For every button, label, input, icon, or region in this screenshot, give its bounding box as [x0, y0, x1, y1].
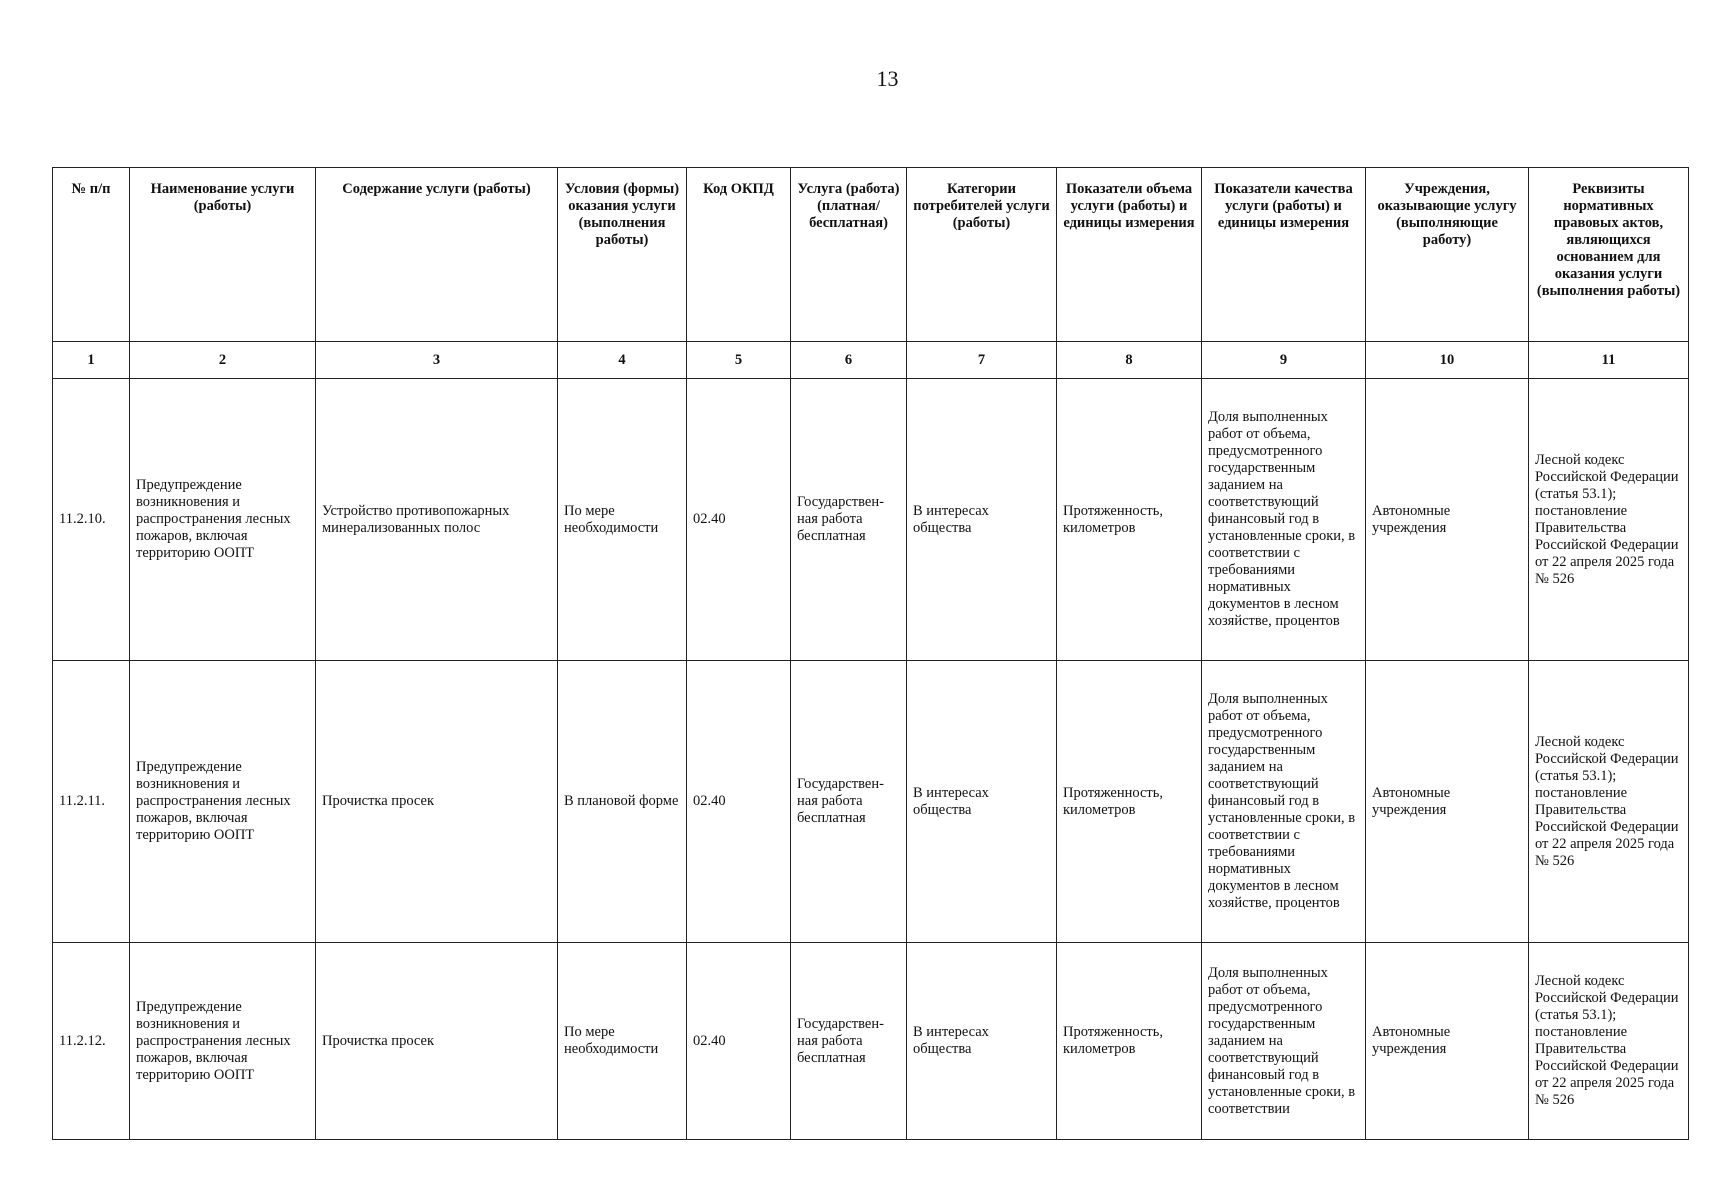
consumer-category: В интересах общества [907, 661, 1057, 943]
service-content: Прочистка просек [316, 661, 558, 943]
row-number: 11.2.10. [53, 379, 130, 661]
consumer-category: В интересах общества [907, 943, 1057, 1140]
row-number: 11.2.12. [53, 943, 130, 1140]
table-row [53, 661, 1689, 943]
column-number: 7 [907, 342, 1057, 379]
table-row [53, 379, 1689, 661]
header-cell-quality: Показатели качества услуги (работы) и единицы измерения [1202, 168, 1366, 342]
column-number: 1 [53, 342, 130, 379]
service-paid: Государствен-ная работа бесплатная [791, 379, 907, 661]
institutions: Автономные учреждения [1366, 661, 1529, 943]
legal-acts: Лесной кодекс Российской Федерации (статья 53.1); постановление Правительства Российской Федерации от 22 апреля 2025 года № 526 [1529, 943, 1689, 1140]
service-conditions: В плановой форме [558, 661, 687, 943]
legal-acts: Лесной кодекс Российской Федерации (статья 53.1); постановление Правительства Российской Федерации от 22 апреля 2025 года № 526 [1529, 661, 1689, 943]
column-number: 11 [1529, 342, 1689, 379]
column-number: 10 [1366, 342, 1529, 379]
volume-indicator: Протяженность, километров [1057, 379, 1202, 661]
okpd-code: 02.40 [687, 379, 791, 661]
okpd-code: 02.40 [687, 661, 791, 943]
column-number: 3 [316, 342, 558, 379]
column-numbers-row [53, 342, 1689, 379]
header-cell-consumers: Категории потребителей услуги (работы) [907, 168, 1057, 342]
service-name: Предупреждение возникновения и распространения лесных пожаров, включая территорию ООПТ [130, 379, 316, 661]
service-name: Предупреждение возникновения и распространения лесных пожаров, включая территорию ООПТ [130, 661, 316, 943]
service-content: Устройство противопожарных минерализованных полос [316, 379, 558, 661]
header-cell-content: Содержание услуги (работы) [316, 168, 558, 342]
service-conditions: По мере необходимости [558, 379, 687, 661]
header-cell-volume: Показатели объема услуги (работы) и единицы измерения [1057, 168, 1202, 342]
column-number: 2 [130, 342, 316, 379]
column-number: 5 [687, 342, 791, 379]
volume-indicator: Протяженность, километров [1057, 943, 1202, 1140]
service-name: Предупреждение возникновения и распространения лесных пожаров, включая территорию ООПТ [130, 943, 316, 1140]
consumer-category: В интересах общества [907, 379, 1057, 661]
header-cell-conditions: Условия (формы) оказания услуги (выполнения работы) [558, 168, 687, 342]
quality-indicator: Доля выполненных работ от объема, предусмотренного государственным заданием на соответствующий финансовый год в установленные сроки, в соответствии с требованиями нормативных документов в лесном хозяйстве, процентов [1202, 661, 1366, 943]
table-row [53, 943, 1689, 1140]
quality-indicator: Доля выполненных работ от объема, предусмотренного государственным заданием на соответствующий финансовый год в установленные сроки, в соответствии [1202, 943, 1366, 1140]
quality-indicator: Доля выполненных работ от объема, предусмотренного государственным заданием на соответствующий финансовый год в установленные сроки, в соответствии с требованиями нормативных документов в лесном хозяйстве, процентов [1202, 379, 1366, 661]
column-number: 6 [791, 342, 907, 379]
services-table [52, 167, 1689, 1140]
header-cell-number: № п/п [53, 168, 130, 342]
volume-indicator: Протяженность, километров [1057, 661, 1202, 943]
institutions: Автономные учреждения [1366, 943, 1529, 1140]
legal-acts: Лесной кодекс Российской Федерации (статья 53.1); постановление Правительства Российской Федерации от 22 апреля 2025 года № 526 [1529, 379, 1689, 661]
header-cell-okpd: Код ОКПД [687, 168, 791, 342]
header-row [53, 168, 1689, 342]
column-number: 9 [1202, 342, 1366, 379]
header-cell-name: Наименование услуги (работы) [130, 168, 316, 342]
service-content: Прочистка просек [316, 943, 558, 1140]
header-cell-institutions: Учреждения, оказывающие услугу (выполняющие работу) [1366, 168, 1529, 342]
column-number: 4 [558, 342, 687, 379]
row-number: 11.2.11. [53, 661, 130, 943]
header-cell-legal: Реквизиты нормативных правовых актов, являющихся основанием для оказания услуги (выполнения работы) [1529, 168, 1689, 342]
column-number: 8 [1057, 342, 1202, 379]
header-cell-paid: Услуга (работа) (платная/ бесплатная) [791, 168, 907, 342]
institutions: Автономные учреждения [1366, 379, 1529, 661]
service-paid: Государствен-ная работа бесплатная [791, 661, 907, 943]
page-number: 13 [876, 66, 899, 91]
service-conditions: По мере необходимости [558, 943, 687, 1140]
service-paid: Государствен-ная работа бесплатная [791, 943, 907, 1140]
okpd-code: 02.40 [687, 943, 791, 1140]
